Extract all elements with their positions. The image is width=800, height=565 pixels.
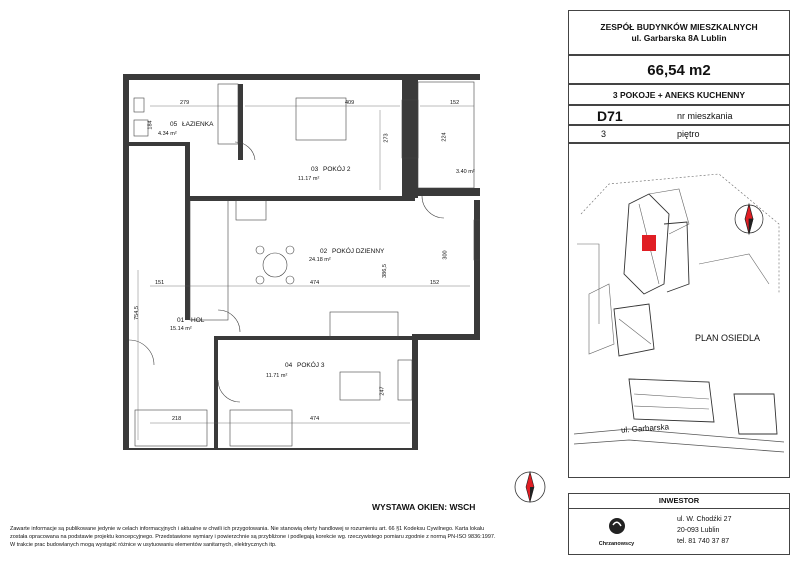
dim-184: 184 <box>147 120 154 130</box>
room-01-number: 01 <box>177 317 185 324</box>
rooms-summary-box <box>568 84 790 105</box>
investor-box <box>568 493 790 555</box>
apartment-number: D71 <box>597 108 623 124</box>
investor-logo-icon <box>605 516 629 536</box>
investor-company: Chrzanowscy <box>598 541 635 547</box>
floor-number: 3 <box>601 129 607 139</box>
room-01-area: 15.14 m² <box>170 326 192 332</box>
project-title: ZESPÓŁ BUDYNKÓW MIESZKALNYCH <box>600 22 758 32</box>
street-label: ul. Garbarska <box>620 422 670 435</box>
dim-409: 409 <box>345 100 355 106</box>
floor-label: piętro <box>677 129 700 139</box>
investor-address1: ul. W. Chodźki 27 <box>677 516 732 523</box>
disclaimer-line-2: została opracowana na podstawie projektu koncepcyjnego. Przedstawione wymiary i powierzchnie są przybliżone i podlegają korekcie wg. rzeczywistego pomiaru zgodnie z normą PN-ISO 9836:1997. <box>10 534 496 540</box>
area-box <box>568 55 790 84</box>
dim-300: 300 <box>442 250 449 260</box>
room-02-name: POKÓJ DZIENNY <box>332 248 385 255</box>
investor-label: INWESTOR <box>569 496 789 509</box>
apartment-number-label: nr mieszkania <box>677 111 733 121</box>
room-02-number: 02 <box>320 248 328 255</box>
room-03-area: 11.17 m² <box>298 176 320 182</box>
apartment-location-marker <box>642 235 656 251</box>
investor-logo <box>594 516 639 550</box>
floor-box <box>568 125 790 143</box>
dim-224: 224 <box>441 132 448 142</box>
room-04-name: POKÓJ 3 <box>297 362 325 369</box>
project-header-box <box>568 10 790 55</box>
project-address: ul. Garbarska 8A Lublin <box>631 33 727 43</box>
dim-279: 279 <box>180 100 190 106</box>
dim-152-top: 152 <box>450 100 460 106</box>
room-03-number: 03 <box>311 166 319 173</box>
site-plan-label: PLAN OSIEDLA <box>695 333 761 343</box>
rooms-summary: 3 POKOJE + ANEKS KUCHENNY <box>612 90 746 100</box>
room-05-area: 4.34 m² <box>158 131 177 137</box>
investor-address2: 20-093 Lublin <box>677 527 720 534</box>
site-plan-drawing <box>569 144 791 479</box>
dim-273: 273 <box>383 133 390 143</box>
room-03-name: POKÓJ 2 <box>323 166 351 173</box>
dim-152-mid: 152 <box>430 280 440 286</box>
disclaimer-line-1: Zawarte informacje są publikowane jedynie w celach informacyjnych i aktualne w chwili ich przygotowania. Nie stanowią oferty handlowej w rozumieniu art. 66 §1 Kodeksu Cywilnego. Karta lokalu <box>10 526 485 532</box>
site-plan-box <box>568 143 790 478</box>
dim-386: 386,5 <box>381 264 388 278</box>
apartment-area: 66,54 m2 <box>647 62 711 79</box>
room-04-area: 11.71 m² <box>266 373 288 379</box>
balcony-area: 3.40 m² <box>456 169 475 175</box>
dim-474-bottom: 474 <box>310 416 320 422</box>
dim-218: 218 <box>172 416 182 422</box>
room-01-name: HOL <box>191 317 205 324</box>
dim-754: 754,5 <box>133 306 140 320</box>
room-05-name: ŁAZIENKA <box>182 121 214 128</box>
compass-icon <box>513 470 547 504</box>
room-02-area: 24.18 m² <box>309 257 331 263</box>
floor-plan <box>0 60 480 450</box>
disclaimer <box>10 525 565 549</box>
dim-474-mid: 474 <box>310 280 320 286</box>
investor-phone: tel. 81 740 37 87 <box>677 538 730 545</box>
dim-247: 247 <box>379 386 386 396</box>
disclaimer-line-3: W trakcie prac budowlanych mogą wystąpić różnice w usytuowaniu elementów sanitarnych, elektrycznych itp. <box>10 542 277 548</box>
room-05-number: 05 <box>170 121 178 128</box>
window-exposure: WYSTAWA OKIEN: WSCH <box>372 502 476 512</box>
apartment-number-box <box>568 105 790 125</box>
dim-151: 151 <box>155 280 165 286</box>
room-04-number: 04 <box>285 362 293 369</box>
